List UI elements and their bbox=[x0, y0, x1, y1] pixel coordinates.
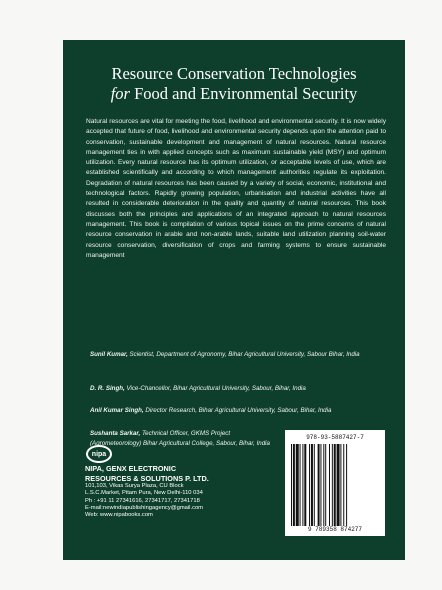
author-4 bbox=[90, 429, 280, 449]
author-3-details: Director Research, Bihar Agricultural University, Sabour, Bihar, India bbox=[143, 407, 332, 414]
title-for: for bbox=[110, 84, 130, 103]
author-4-details: Technical Officer, GKMS Project (Agrometeorology) Bihar Agricultural College, Sabour, Bihar, India bbox=[90, 430, 270, 448]
barcode-bar bbox=[314, 444, 315, 526]
barcode-bar bbox=[343, 444, 344, 526]
barcode-bar bbox=[332, 444, 333, 526]
isbn-barcode bbox=[285, 430, 385, 536]
author-1-details: Scientist, Department of Agronomy, Bihar Agricultural University, Sabour Bihar, India bbox=[127, 351, 360, 358]
title-line-1: Resource Conservation Technologies bbox=[111, 64, 357, 83]
isbn-top-text: 978-93-5887427-7 bbox=[306, 434, 364, 441]
author-3-name: Anil Kumar Singh, bbox=[90, 407, 144, 414]
title-line-2-rest: Food and Environmental Security bbox=[129, 84, 358, 103]
author-4-name: Sushanta Sarkar, bbox=[90, 430, 141, 437]
publisher-phone: Ph : +91 11 27341616, 27341717, 27341718 bbox=[85, 497, 200, 504]
book-description: Natural resources are vital for meeting the food, livelihood and environmental security. It is now widely accepted that future of food, livelihood and environmental security depends upon the attention paid to conservation, sustainable development and management of natural resources. Natural resource management ties in with applied concepts such as maximum sustainable yield (MSY) and optimum utilization. Every natural resource has its optimum utilization, or acceptable levels of use, which are established scientifically and according to which management authorities regulate its exploitation. Degradation of natural resources has been caused by a variety of social, economic, institutional and technological factors. Rapidly growing population, urbanisation and industrial activities have all resulted in considerable deterioration in the quality and quantity of natural resources. This book discusses both the principles and applications of an integrated approach to natural resources management. This book is compilation of various topical issues on the prime concerns of natural resource conservation in arable and non-arable lands, suitable land utilization planning soil-water resource conservation, diversification of crops and farming systems to ensure sustainable management bbox=[86, 118, 386, 259]
barcode-bar bbox=[320, 444, 321, 526]
publisher-web: Web: www.nipabooks.com bbox=[85, 512, 153, 519]
publisher-address-2: L.S.C.Market, Pitam Pura, New Delhi-110 034 bbox=[85, 490, 203, 497]
barcode-bar bbox=[340, 444, 341, 526]
barcode-bar bbox=[323, 444, 324, 526]
author-2 bbox=[90, 384, 386, 394]
publisher-info bbox=[85, 464, 285, 519]
book-title bbox=[63, 64, 405, 104]
author-2-name: D. R. Singh, bbox=[90, 385, 125, 392]
author-1 bbox=[90, 350, 386, 360]
barcode-bar bbox=[304, 444, 306, 526]
barcode-bar bbox=[300, 444, 301, 526]
barcode-bar bbox=[293, 444, 295, 526]
author-2-details: Vice-Chancellor, Bihar Agricultural University, Sabour, Bihar, India bbox=[124, 385, 306, 392]
publisher-name-1: NIPA, GENX ELECTRONIC bbox=[85, 464, 177, 473]
barcode-bar bbox=[334, 444, 336, 526]
publisher-email: E-mail:newindiapublishingagency@gmail.com bbox=[85, 504, 204, 511]
nipa-logo: nipa bbox=[86, 445, 112, 463]
barcode-bar bbox=[329, 444, 330, 526]
barcode-bar bbox=[337, 444, 340, 526]
title-line-2 bbox=[63, 84, 405, 104]
barcode-bar bbox=[302, 444, 303, 526]
barcode-bars bbox=[291, 444, 379, 526]
barcode-bar bbox=[311, 444, 313, 526]
barcode-bar bbox=[309, 444, 310, 526]
publisher-name-2: RESOURCES & SOLUTIONS P. LTD. bbox=[85, 473, 209, 483]
author-1-name: Sunil Kumar, bbox=[90, 351, 128, 358]
publisher-address-1: 101,103, Vikas Surya Plaza, CU Block bbox=[85, 483, 184, 489]
barcode-bar bbox=[346, 444, 347, 526]
isbn-bottom-text: 9 789358 874277 bbox=[307, 526, 362, 533]
barcode-bar bbox=[318, 444, 320, 526]
author-3 bbox=[90, 406, 386, 416]
barcode-bar bbox=[291, 444, 292, 526]
barcode-bar bbox=[296, 444, 299, 526]
back-cover bbox=[63, 40, 405, 560]
barcode-bar bbox=[325, 444, 326, 526]
